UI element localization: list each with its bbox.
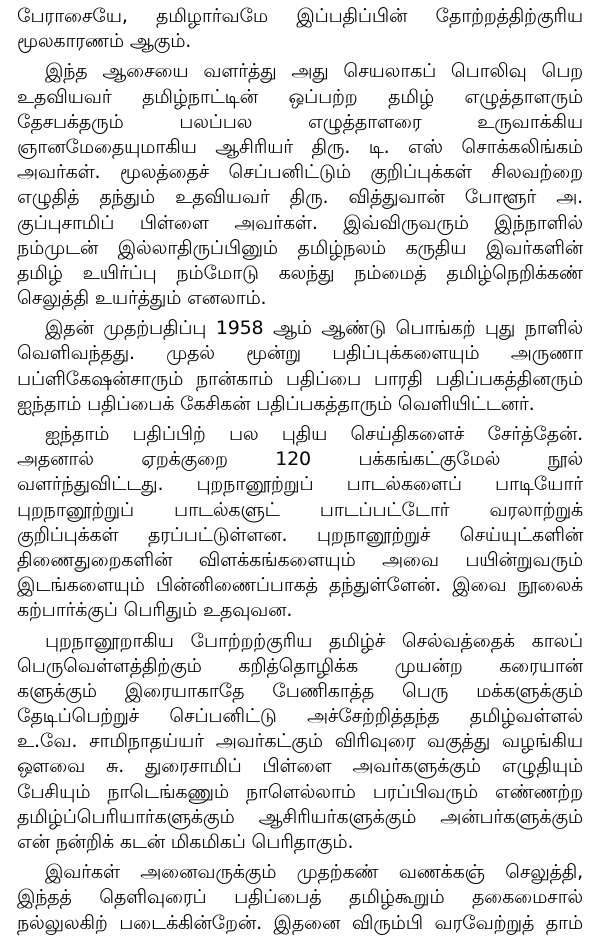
text-line: புறநானூறாகிய போற்றற்குரிய தமிழ்ச் செல்வத்தைக் காலப்	[45, 629, 583, 652]
text-line: வளர்ந்துவிட்டது. புறநானூற்றுப் பாடல்களைப் பாடியோர்	[17, 473, 583, 496]
text-line: தேசபக்தரும் பலப்பல எழுத்தாளரை உருவாக்கிய	[17, 110, 583, 133]
text-line: உதவியவர் தமிழ்நாட்டின் ஒப்பற்ற தமிழ் எழுத்தாளரும்	[17, 85, 583, 108]
text-line: தேடிப்பெற்றுச் செப்பனிட்டு அச்சேற்றித்தந்த தமிழ்வள்ளல்	[17, 705, 583, 728]
text-line: குப்புசாமிப் பிள்ளை அவர்கள். இவ்விருவரும் இந்நாளில்	[17, 211, 583, 234]
text-line: களுக்கும் இரையாகாதே பேணிகாத்த பெரு மக்களுக்கும்	[17, 679, 583, 702]
paragraph-4	[17, 422, 583, 624]
text-line: மூலகாரணம் ஆகும்.	[17, 30, 192, 53]
text-line: எழுதித் தந்தும் உதவியவர் திரு. வித்துவான் போளூர் அ.	[17, 186, 583, 209]
text-line: அவர்கள். மூலத்தைச் செப்பனிட்டும் குறிப்புக்கள் சிலவற்றை	[17, 161, 583, 184]
text-line: பேசியும் நாடெங்கணும் நாளெல்லாம் பரப்பிவரும் எண்ணற்ற	[17, 780, 583, 803]
text-line: வெளிவந்தது. முதல் மூன்று பதிப்புக்களையும் அருணா	[17, 342, 583, 365]
text-line: ஐந்தாம் பதிப்பிற் பல புதிய செய்திகளைச் சேர்த்தேன்.	[45, 423, 583, 445]
text-line: இடங்களையும் பின்னிணைப்பாகத் தந்துள்ளேன். இவை நூலைக்	[17, 574, 583, 597]
text-line: கற்பார்க்குப் பெரிதும் உதவுவன.	[17, 599, 293, 622]
paragraph-6	[17, 860, 583, 936]
text-line: தமிழ் உயிர்ப்பு நம்மோடு கலந்து நம்மைத் தமிழ்நெறிக்கண்	[17, 261, 583, 284]
text-line: அதனால் ஏறக்குறை 120 பக்கங்கட்குமேல் நூல்	[17, 448, 583, 471]
text-line: இந்தத் தெளிவுரைப் பதிப்பைத் தமிழ்கூறும் தகைமைசால்	[17, 886, 583, 909]
text-line: இந்த ஆசையை வளர்த்து அது செயலாகப் பொலிவு பெற	[45, 60, 583, 83]
text-line: புறநானூற்றுப் பாடல்களுட் பாடப்பட்டோர் வரலாற்றுக்	[17, 498, 583, 521]
text-line: திணைதுறைகளின் விளக்கங்களையும் அவை பயின்றுவரும்	[17, 548, 583, 571]
text-line: ஐந்தாம் பதிப்பைக் கேசிகன் பதிப்பகத்தாரும் வெளியிட்டனர்.	[17, 392, 535, 415]
text-line: பேராசையே, தமிழார்வமே இப்பதிப்பின் தோற்றத்திற்குரிய	[17, 5, 583, 27]
text-line: பெருவெள்ளத்திற்கும் கறித்தொழிக்க முயன்ற கரையான்	[17, 654, 583, 677]
document-page	[17, 4, 583, 941]
text-line: உ.வே. சாமிநாதய்யர் அவர்கட்கும் விரிவுரை வகுத்து வழங்கிய	[17, 730, 583, 753]
text-line: ஔவை சு. துரைசாமிப் பிள்ளை அவர்களுக்கும் எழுதியும்	[17, 755, 583, 778]
text-line: என் நன்றிக் கடன் மிகமிகப் பெரிதாகும்.	[17, 831, 354, 853]
text-line: குறிப்புக்கள் தரப்பட்டுள்ளன. புறநானூற்றுச் செய்யுட்களின்	[17, 523, 583, 546]
paragraph-2	[17, 59, 583, 311]
text-line: தமிழ்ப்பெரியார்களுக்கும் ஆசிரியர்களுக்கும் அன்பர்களுக்கும்	[17, 805, 583, 828]
paragraph-1	[17, 4, 583, 54]
text-line: செலுத்தி உயர்த்தும் எனலாம்.	[17, 287, 267, 310]
text-line: ஞானமேதையுமாகிய ஆசிரியர் திரு. டி. எஸ் சொக்கலிங்கம்	[17, 135, 583, 158]
paragraph-5	[17, 629, 583, 856]
text-line: இவர்கள் அனைவருக்கும் முதற்கண் வணக்கஞ் செலுத்தி,	[45, 861, 583, 884]
text-line: இதன் முதற்பதிப்பு 1958 ஆம் ஆண்டு பொங்கற் புது நாளில்	[45, 317, 583, 340]
paragraph-3	[17, 316, 583, 417]
text-line: பப்ளிகேஷன்சாரும் நான்காம் பதிப்பை பாரதி பதிப்பகத்தினரும்	[17, 367, 583, 390]
text-line: நல்லுலகிற் படைக்கின்றேன். இதனை விரும்பி வரவேற்றுத் தாம்	[17, 911, 583, 934]
text-line: நம்முடன் இல்லாதிருப்பினும் தமிழ்நலம் கருதிய இவர்களின்	[17, 236, 583, 259]
